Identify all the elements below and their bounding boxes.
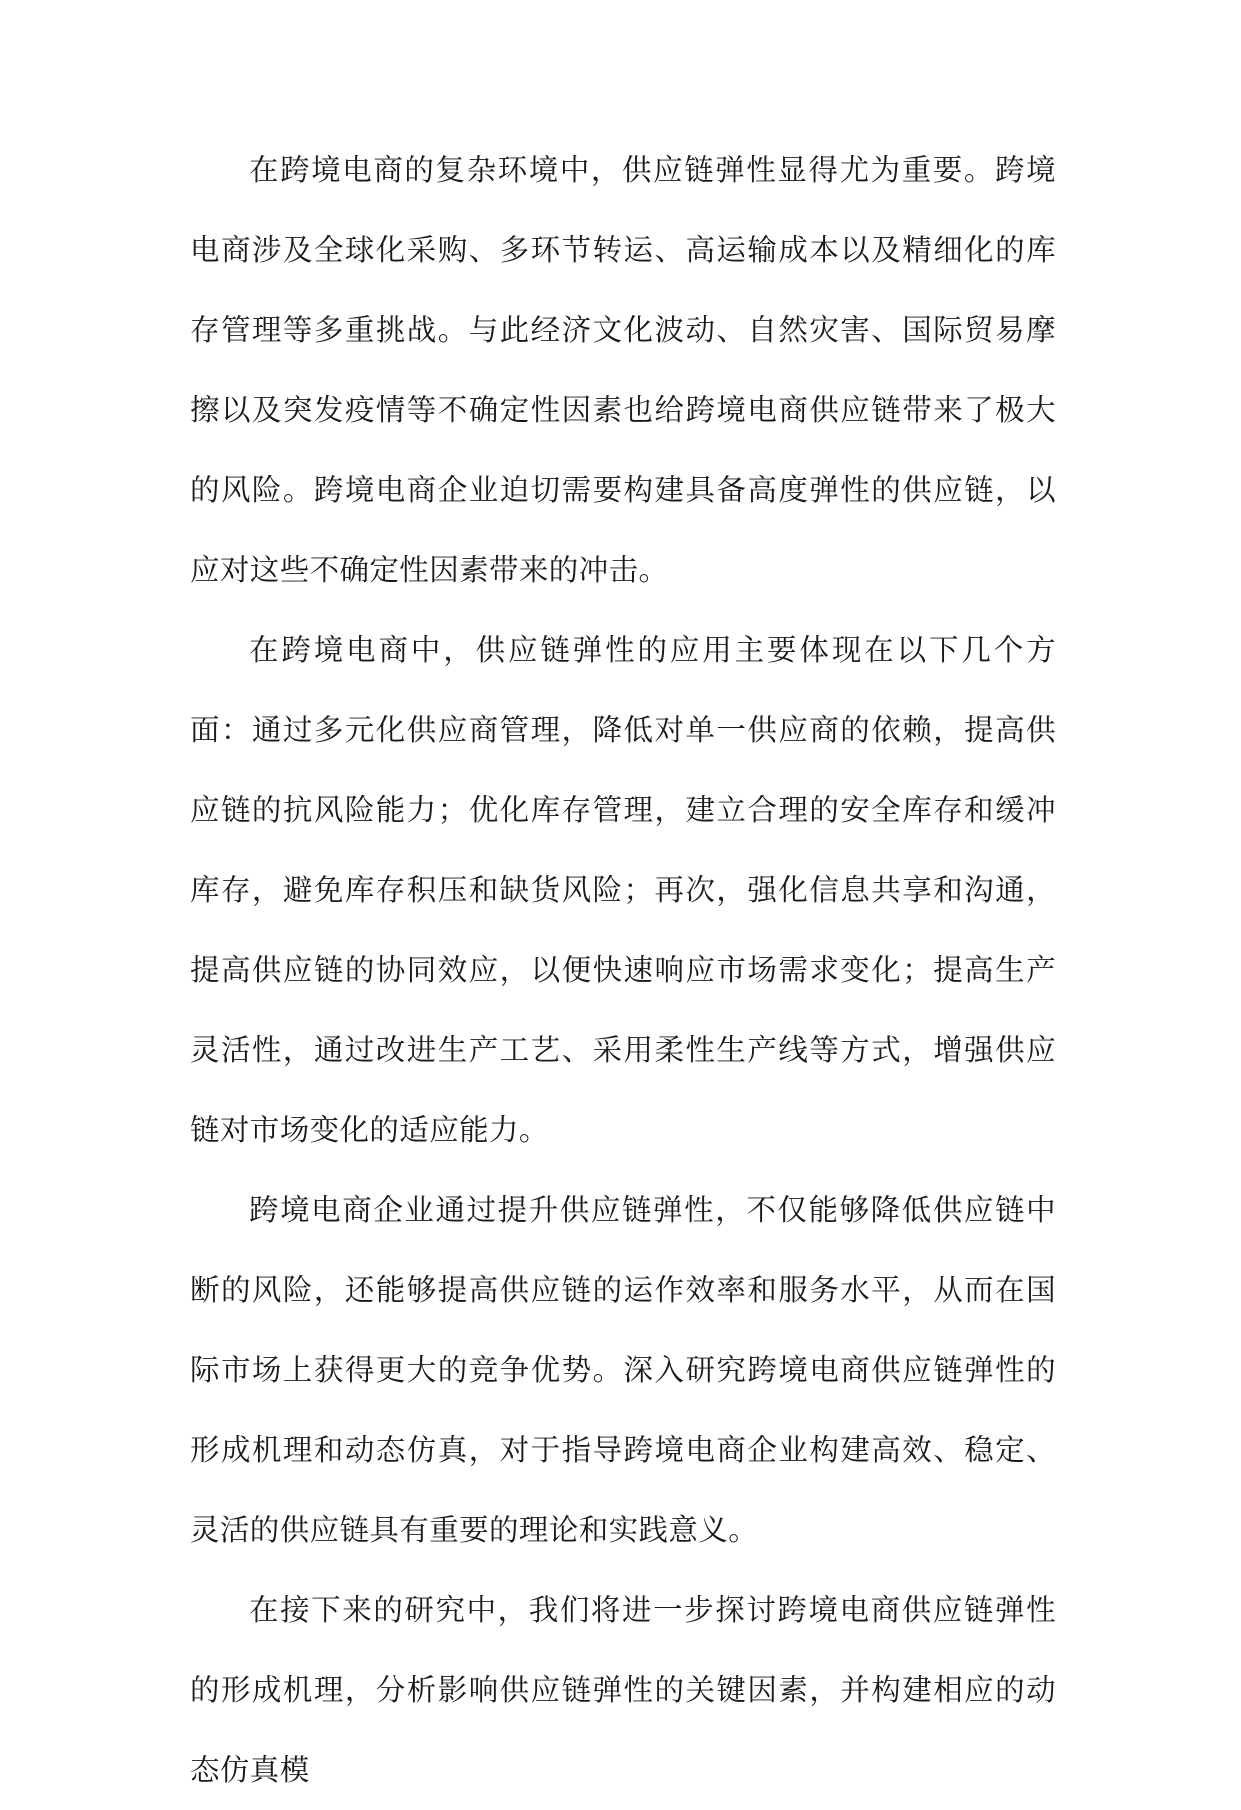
paragraph-2: 在跨境电商中，供应链弹性的应用主要体现在以下几个方面：通过多元化供应商管理，降低对单一供应商的依赖，提高供应链的抗风险能力；优化库存管理，建立合理的安全库存和缓冲库存，避免库存积压和缺货风险；再次，强化信息共享和沟通，提高供应链的协同效应，以便快速响应市场需求变化；提高生产灵活性，通过改进生产工艺、采用柔性生产线等方式，增强供应链对市场变化的适应能力。 xyxy=(190,633,1056,1147)
paragraph-4: 在接下来的研究中，我们将进一步探讨跨境电商供应链弹性的形成机理，分析影响供应链弹性的关键因素，并构建相应的动态仿真模 xyxy=(190,1593,1056,1787)
document-body xyxy=(190,130,1056,1810)
paragraph-3: 跨境电商企业通过提升供应链弹性，不仅能够降低供应链中断的风险，还能够提高供应链的运作效率和服务水平，从而在国际市场上获得更大的竞争优势。深入研究跨境电商供应链弹性的形成机理和动态仿真，对于指导跨境电商企业构建高效、稳定、灵活的供应链具有重要的理论和实践意义。 xyxy=(190,1193,1056,1547)
paragraph-1: 在跨境电商的复杂环境中，供应链弹性显得尤为重要。跨境电商涉及全球化采购、多环节转运、高运输成本以及精细化的库存管理等多重挑战。与此经济文化波动、自然灾害、国际贸易摩擦以及突发疫情等不确定性因素也给跨境电商供应链带来了极大的风险。跨境电商企业迫切需要构建具备高度弹性的供应链，以应对这些不确定性因素带来的冲击。 xyxy=(190,153,1056,587)
